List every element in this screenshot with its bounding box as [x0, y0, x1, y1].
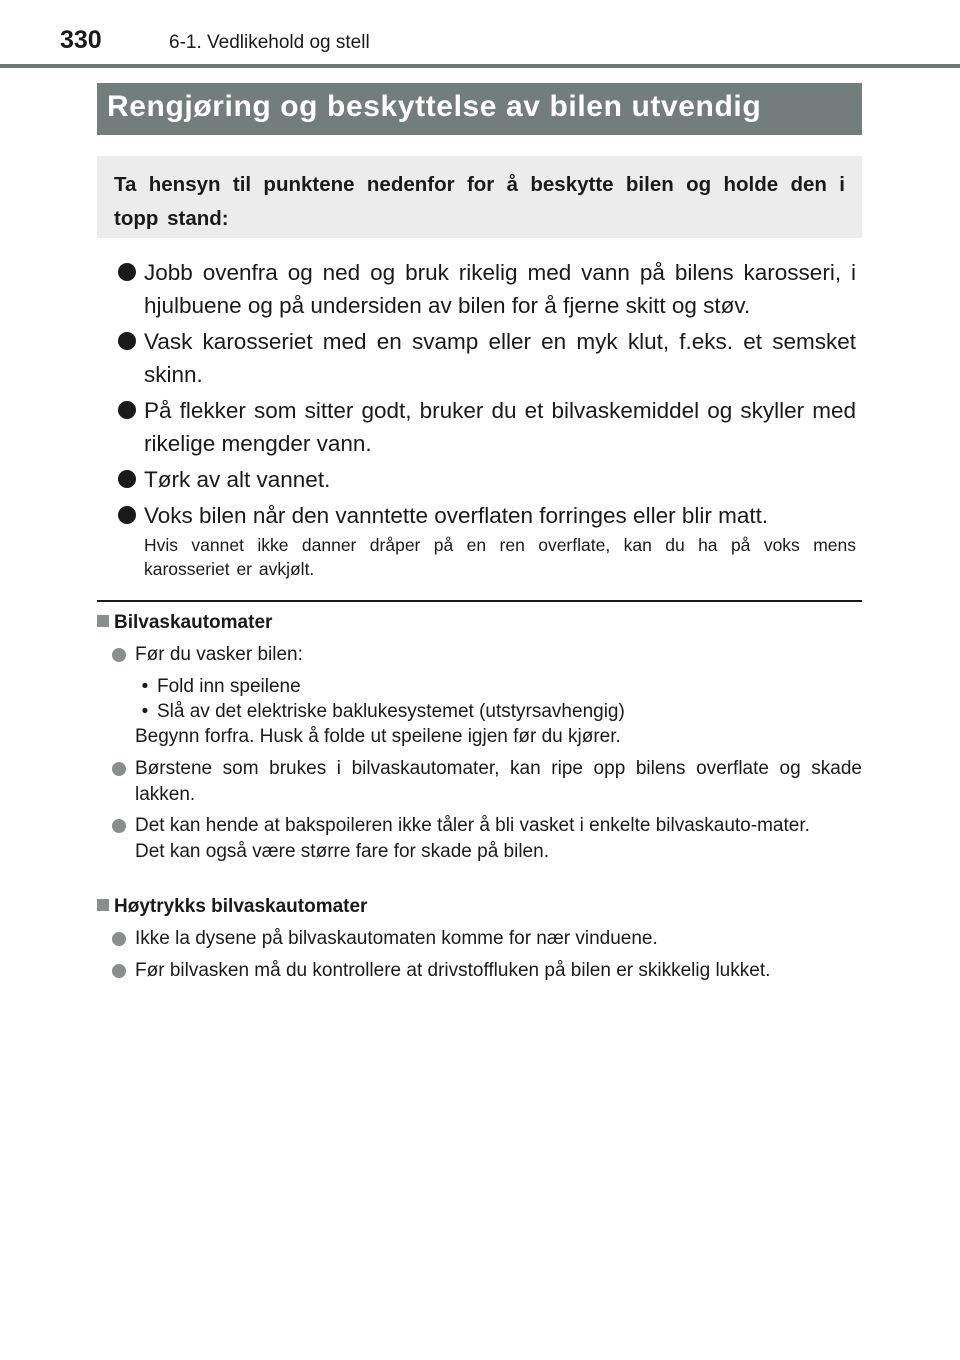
subsection-heading: Høytrykks bilvaskautomater	[97, 896, 367, 918]
sub-paragraph: Begynn forfra. Husk å folde ut speilene igjen før du kjører.	[135, 726, 621, 747]
bullet-icon	[112, 648, 126, 662]
sub-bullet-block	[135, 674, 862, 749]
sub-item: Før du vasker bilen:	[112, 642, 862, 668]
main-point-list	[118, 256, 856, 535]
bullet-icon	[112, 964, 126, 978]
section-divider	[97, 600, 862, 602]
bullet-icon	[112, 819, 126, 833]
list-item: Jobb ovenfra og ned og bruk rikelig med vann på bilens karosseri, i hjulbuene og på undersiden av bilen for å fjerne skitt og støv.	[118, 256, 856, 322]
sub-item: Ikke la dysene på bilvaskautomaten komme for nær vinduene.	[112, 926, 862, 952]
list-item: Vask karosseriet med en svamp eller en myk klut, f.eks. et semsket skinn.	[118, 325, 856, 391]
sub-bullet: • Slå av det elektriske baklukesystemet (utstyrsavhengig)	[141, 701, 625, 722]
sub-item: Det kan hende at bakspoileren ikke tåler å bli vasket i enkelte bilvaskauto-mater. Det kan også være større fare for skade på bilen.	[112, 813, 862, 865]
square-bullet-icon	[97, 899, 109, 911]
chapter-title: 6-1. Vedlikehold og stell	[169, 32, 370, 53]
bullet-icon	[118, 263, 136, 281]
list-item: Tørk av alt vannet.	[118, 463, 856, 496]
bullet-icon	[112, 932, 126, 946]
bullet-icon	[112, 762, 126, 776]
bullet-icon	[118, 332, 136, 350]
section-title: Rengjøring og beskyttelse av bilen utvendig	[97, 83, 862, 135]
bullet-icon	[118, 470, 136, 488]
sub-item: Børstene som brukes i bilvaskautomater, kan ripe opp bilens overflate og skade lakken.	[112, 756, 862, 808]
list-item: Voks bilen når den vanntette overflaten forringes eller blir matt.	[118, 499, 856, 532]
header-divider	[0, 64, 960, 68]
page-header	[0, 0, 960, 68]
wax-note: Hvis vannet ikke danner dråper på en ren overflate, kan du ha på voks mens karosseriet er avkjølt.	[144, 535, 856, 579]
subsection-heading: Bilvaskautomater	[97, 612, 272, 634]
list-item: På flekker som sitter godt, bruker du et bilvaskemiddel og skyller med rikelige mengder vann.	[118, 394, 856, 460]
sub-bullet: • Fold inn speilene	[141, 676, 301, 697]
page-number: 330	[60, 26, 102, 54]
bullet-icon	[118, 401, 136, 419]
bullet-icon	[118, 506, 136, 524]
sub-item: Før bilvasken må du kontrollere at drivstoffluken på bilen er skikkelig lukket.	[112, 958, 862, 984]
square-bullet-icon	[97, 615, 109, 627]
intro-box: Ta hensyn til punktene nedenfor for å beskytte bilen og holde den i topp stand:	[97, 156, 862, 238]
